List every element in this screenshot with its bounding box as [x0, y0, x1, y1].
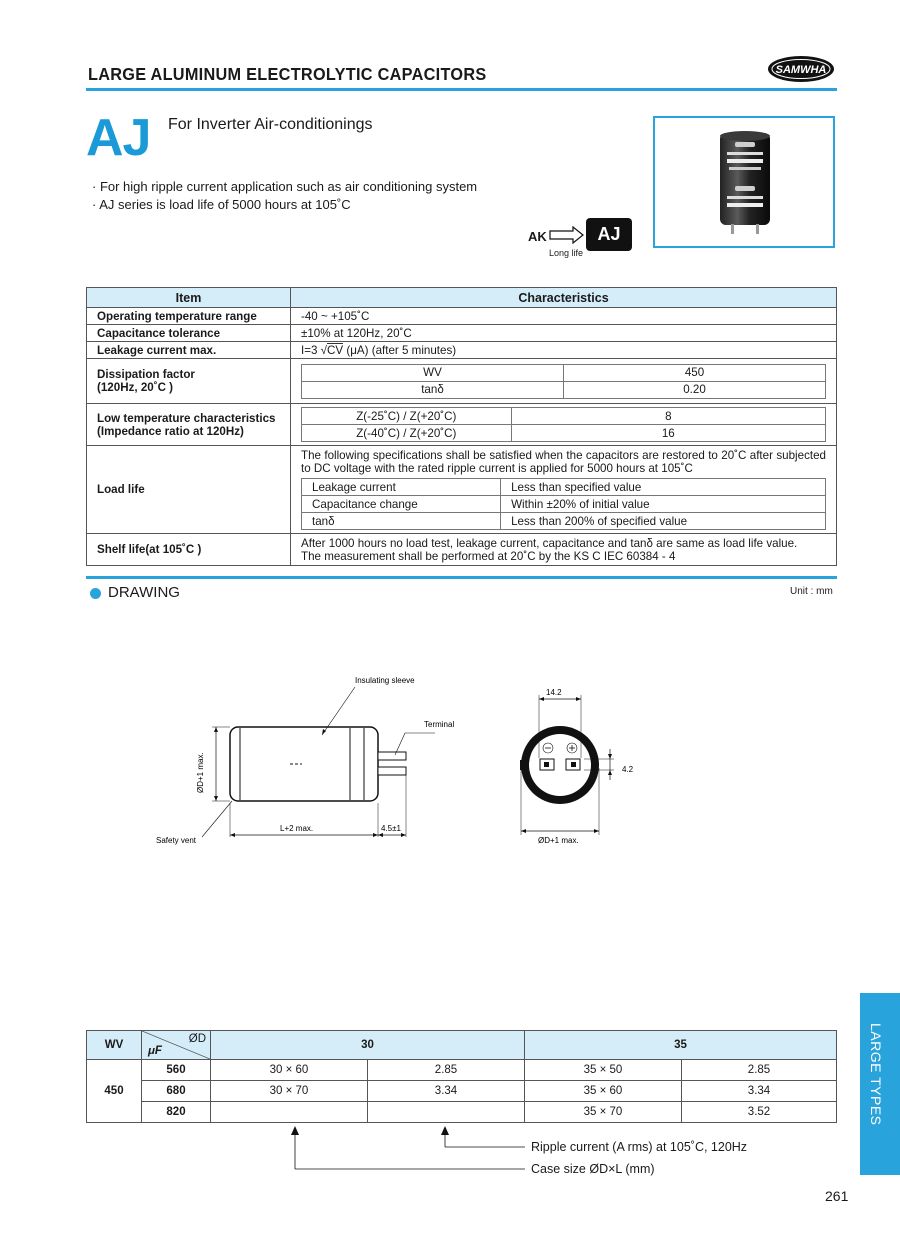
- low-temp-table: [301, 407, 826, 442]
- pitch-label: 14.2: [546, 688, 562, 697]
- terminal-label: Terminal: [424, 720, 455, 729]
- uf-d-header: [142, 1031, 211, 1060]
- lineage-from: AK: [528, 229, 547, 244]
- page-number: 261: [825, 1188, 849, 1204]
- sqrt-icon: √: [320, 343, 328, 357]
- safety-vent-label: Safety vent: [156, 836, 197, 845]
- product-photo-frame: [653, 116, 835, 248]
- ripple-cell: 2.85: [682, 1060, 837, 1081]
- spec-label: Load life: [87, 446, 291, 534]
- table-row: [87, 1060, 837, 1081]
- svg-text:SAMWHA: SAMWHA: [775, 64, 827, 76]
- ripple-cell: 3.52: [682, 1102, 837, 1123]
- case-size-note: Case size ØD×L (mm): [531, 1162, 655, 1176]
- spec-value: [291, 534, 837, 566]
- spec-label: Capacitance tolerance: [87, 325, 291, 342]
- load-life-text: The following specifications shall be satisfied when the capacitors are restored to 20˚C after subjected to DC voltage with the rated ripple current is applied for 5000 hours at 105˚C: [301, 449, 826, 475]
- diameter-label: ØD+1 max.: [196, 752, 205, 793]
- lineage-to-badge: AJ: [586, 218, 632, 251]
- terminal-height-label: 4.2: [622, 765, 634, 774]
- spec-table: [86, 287, 837, 566]
- case-size-cell: 30 × 70: [211, 1081, 368, 1102]
- diameter-header: 30: [211, 1031, 525, 1060]
- wv-header: WV: [87, 1031, 142, 1060]
- inner-cell: 16: [511, 425, 825, 442]
- wv-value: 450: [87, 1060, 142, 1123]
- capacitor-photo: [655, 118, 833, 246]
- case-size-cell: 35 × 60: [525, 1081, 682, 1102]
- spec-value: -40 ~ +105˚C: [291, 308, 837, 325]
- spec-value: [291, 446, 837, 534]
- inner-cell: WV: [302, 364, 564, 381]
- uf-value: 820: [142, 1102, 211, 1123]
- spec-label-line: (Impedance ratio at 120Hz): [97, 424, 244, 438]
- d-header: ØD: [188, 1033, 206, 1045]
- uf-value: 680: [142, 1081, 211, 1102]
- spec-label: [87, 359, 291, 404]
- uf-value: 560: [142, 1060, 211, 1081]
- case-size-cell: [211, 1102, 368, 1123]
- drawing-section-title: DRAWING: [108, 584, 180, 601]
- spec-label: [87, 404, 291, 446]
- bottom-diameter-label: ØD+1 max.: [538, 836, 579, 845]
- series-code: AJ: [86, 109, 151, 167]
- case-size-cell: 30 × 60: [211, 1060, 368, 1081]
- case-size-cell: 35 × 70: [525, 1102, 682, 1123]
- ripple-cell: 3.34: [682, 1081, 837, 1102]
- bullet-dot-icon: [90, 588, 101, 599]
- section-rule: [86, 576, 837, 579]
- table-legend-arrows: [285, 1124, 535, 1176]
- spec-value: [291, 404, 837, 446]
- spec-value: [291, 359, 837, 404]
- inner-cell: 450: [564, 364, 826, 381]
- table-row: [87, 1081, 837, 1102]
- samwha-logo: [767, 55, 835, 83]
- uf-header: μF: [148, 1045, 162, 1057]
- inner-cell: tanδ: [302, 381, 564, 398]
- table-row: [87, 1102, 837, 1123]
- arrow-right-icon: [549, 226, 585, 244]
- inner-cell: 0.20: [564, 381, 826, 398]
- spec-label-line: (120Hz, 20˚C ): [97, 381, 174, 394]
- inner-cell: Leakage current: [302, 479, 501, 496]
- diameter-header: 35: [525, 1031, 837, 1060]
- shelf-life-line: The measurement shall be performed at 20˚C by the KS C IEC 60384 - 4: [301, 549, 676, 563]
- lineage-note: Long life: [549, 248, 584, 258]
- spec-label: Leakage current max.: [87, 342, 291, 359]
- inner-cell: Z(-40˚C) / Z(+20˚C): [302, 425, 512, 442]
- ripple-note: Ripple current (A rms) at 105˚C, 120Hz: [531, 1140, 748, 1154]
- spec-value: ±10% at 120Hz, 20˚C: [291, 325, 837, 342]
- inner-cell: tanδ: [302, 513, 501, 530]
- insulating-sleeve-label: Insulating sleeve: [355, 676, 415, 685]
- ripple-cell: 3.34: [368, 1081, 525, 1102]
- inner-cell: 8: [511, 408, 825, 425]
- length-label: L+2 max.: [280, 824, 314, 833]
- page-title: LARGE ALUMINUM ELECTROLYTIC CAPACITORS: [88, 64, 487, 84]
- leakage-formula-suffix: (μA) (after 5 minutes): [343, 343, 457, 357]
- spec-label-line: Dissipation factor: [97, 368, 195, 381]
- spec-header-characteristics: Characteristics: [291, 288, 837, 308]
- feature-bullet: · AJ series is load life of 5000 hours at 105˚C: [92, 197, 351, 212]
- shelf-life-line: After 1000 hours no load test, leakage current, capacitance and tanδ are same as load life value.: [301, 536, 798, 550]
- load-life-table: [301, 478, 826, 530]
- spec-value: [291, 342, 837, 359]
- ripple-cell: [368, 1102, 525, 1123]
- leakage-formula-root: CV: [327, 343, 344, 357]
- leakage-formula-prefix: I=3: [301, 343, 321, 357]
- rating-table: [86, 1030, 837, 1123]
- spec-label: Operating temperature range: [87, 308, 291, 325]
- ripple-cell: 2.85: [368, 1060, 525, 1081]
- lead-length-label: 4.5±1: [381, 824, 401, 833]
- inner-cell: Within ±20% of initial value: [501, 496, 826, 513]
- inner-cell: Capacitance change: [302, 496, 501, 513]
- spec-label: Shelf life(at 105˚C ): [87, 534, 291, 566]
- unit-label: Unit : mm: [790, 586, 833, 597]
- inner-cell: Less than specified value: [501, 479, 826, 496]
- case-size-cell: 35 × 50: [525, 1060, 682, 1081]
- feature-bullet: · For high ripple current application such as air conditioning system: [92, 179, 478, 194]
- side-tab: [860, 993, 900, 1175]
- series-subtitle: For Inverter Air-conditionings: [168, 116, 373, 133]
- inner-cell: Less than 200% of specified value: [501, 513, 826, 530]
- inner-cell: Z(-25˚C) / Z(+20˚C): [302, 408, 512, 425]
- dimension-drawing: [140, 665, 660, 865]
- side-tab-label: LARGE TYPES: [868, 1023, 884, 1126]
- spec-label-line: Low temperature characteristics: [97, 411, 276, 425]
- title-rule: [86, 88, 837, 91]
- spec-header-item: Item: [87, 288, 291, 308]
- dissipation-table: [301, 364, 826, 399]
